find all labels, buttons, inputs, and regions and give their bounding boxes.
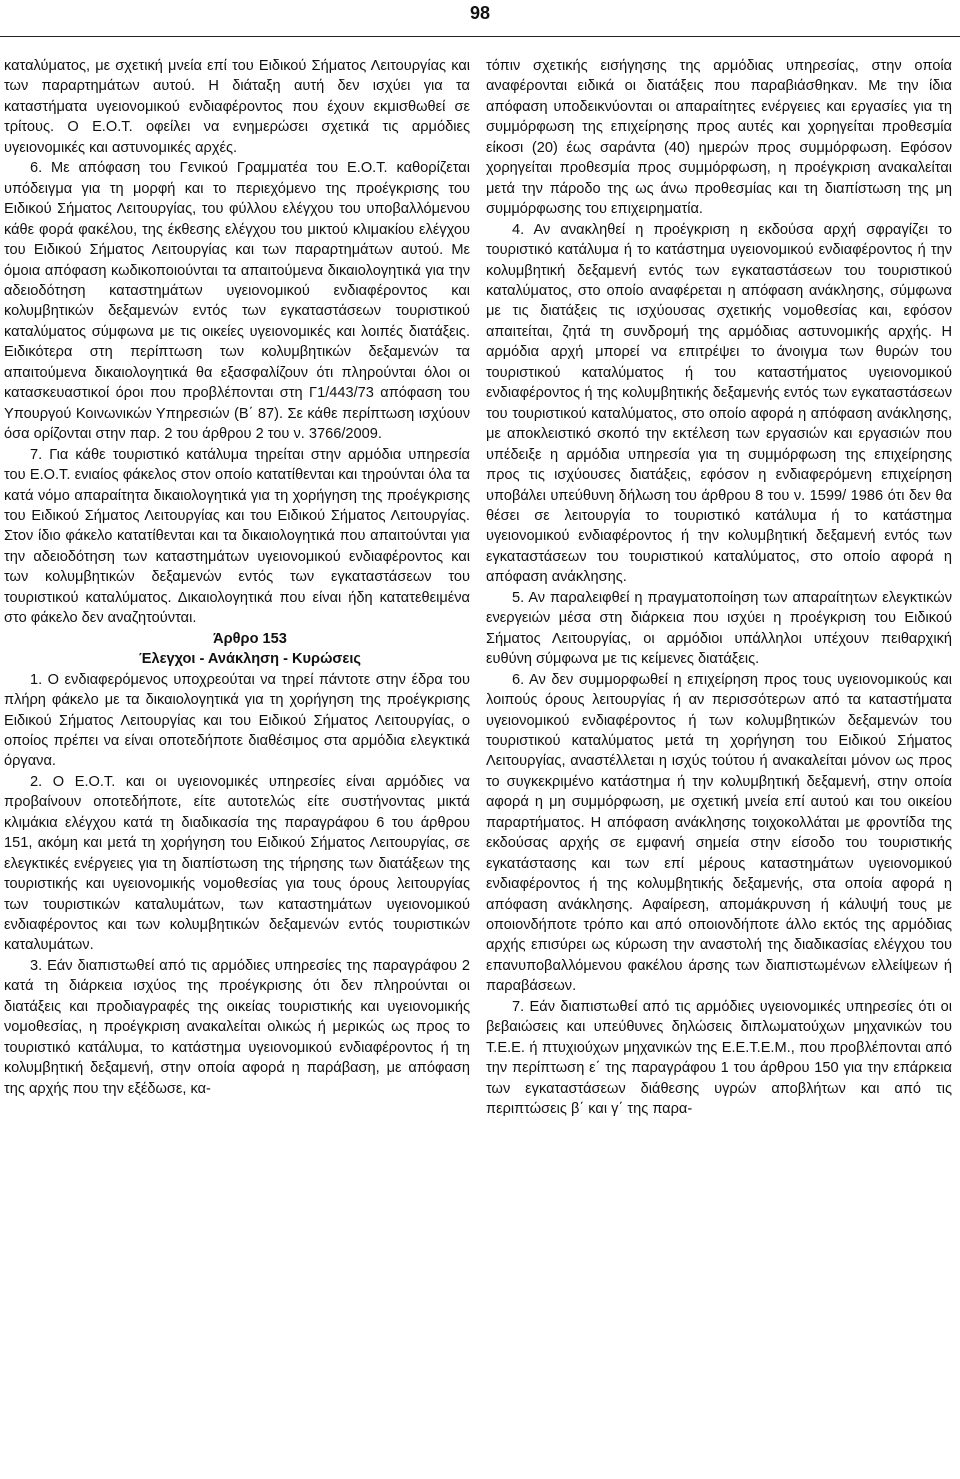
article-title: Έλεγχοι - Ανάκληση - Κυρώσεις: [139, 651, 361, 668]
paragraph-6: 6. Με απόφαση του Γενικού Γραμματέα του Ε.Ο.Τ. καθορίζεται υπόδειγμα για τη μορφή και το περιεχόμενο της προέγκρισης του Ειδικού Σήματος Λειτουργίας, του φύλλου ελέγχου του υποβαλλόμενου κάθε φορά φακέλου, της έκθεσης ελέγχου του μικτού κλιμακίου ελέγχου του Ειδικού Σήματος Λειτουργίας και των παραρτημάτων αυτού. Με όμοια απόφαση κωδικοποιούνται τα απαιτούμενα δικαιολογητικά για την αδειοδότηση καταστημάτων υγειονομικού ενδιαφέροντος και κολυμβητικών δεξαμενών εντός των εγκαταστάσεων τουριστικού καταλύματος σύμφωνα με τις οικείες υγειονομικές και λοιπές διατάξεις. Ειδικότερα στη περίπτωση των κολυμβητικών δεξαμενών τα απαιτούμενα δικαιολογητικά θα εξασφαλίζουν ότι πληρούνται όλοι οι κατασκευαστικοί όροι που προβλέπονται στη Γ1/443/73 απόφαση του Υπουργού Κοινωνικών Υπηρεσιών (Β΄ 87). Σε κάθε περίπτωση ισχύουν όσα ορίζονται στην παρ. 2 του άρθρου 2 του ν. 3766/2009.: [4, 160, 470, 443]
left-column: [4, 56, 470, 1099]
right-column: [486, 56, 952, 1120]
article-paragraph-2: 2. Ο Ε.Ο.Τ. και οι υγειονομικές υπηρεσίες είναι αρμόδιες να προβαίνουν οποτεδήποτε, είτε αυτοτελώς είτε συστήνοντας μικτά κλιμάκια ελέγχου κατά τη διαδικασία της παραγράφου 6 του άρθρου 151, ακόμη και μετά τη χορήγηση του Ειδικού Σήματος Λειτουργίας, σε ελεγκτικές ενέργειες για τη διαπίστωση της τήρησης των διατάξεων της τουριστικής και υγειονομικής νομοθεσίας για τους όρους λειτουργίας των τουριστικών καταλυμάτων, των καταστημάτων υγειονομικού ενδιαφέροντος και των κολυμβητικών δεξαμενών εντός τουριστικών καταλυμάτων.: [4, 773, 470, 954]
header-rule: [0, 36, 960, 37]
continued-paragraph: τόπιν σχετικής εισήγησης της αρμόδιας υπηρεσίας, στην οποία αναφέρονται ειδικά οι διατάξεις που παραβιάσθηκαν. Με την ίδια απόφαση υποδεικνύονται οι απαραίτητες ενέργειες και εργασίες για τη συμμόρφωση της επιχείρησης προς αυτές και χορηγείται προθεσμία είκοσι (20) έως σαράντα (40) ημερών προς συμμόρφωση. Εφόσον χορηγείται προθεσμία προς συμμόρφωση, η προέγκριση ανακαλείται μετά την πάροδο της ως άνω προθεσμίας και τη διαπίστωση της μη συμμόρφωσης του επιχειρηματία.: [486, 58, 952, 218]
article-paragraph-1: 1. Ο ενδιαφερόμενος υποχρεούται να τηρεί πάντοτε στην έδρα του πλήρη φάκελο με τα δικαιολογητικά για τη χορήγηση της προέγκρισης Ειδικού Σήματος Λειτουργίας και του Ειδικού Σήματος Λειτουργίας, ο οποίος πρέπει να είναι οποτεδήποτε διαθέσιμος στα αρμόδια ελεγκτικά όργανα.: [4, 671, 470, 770]
article-paragraph-3: 3. Εάν διαπιστωθεί από τις αρμόδιες υπηρεσίες της παραγράφου 2 κατά τη διάρκεια ισχύος της προέγκρισης ότι δεν πληρούνται οι διατάξεις και προδιαγραφές της οικείας τουριστικής και υγειονομικής νομοθεσίας, η προέγκριση ανακαλείται ολικώς ή μερικώς ως προς το τουριστικό κατάλυμα, το κατάστημα υγειονομικού ενδιαφέροντος ή τη κολυμβητική δεξαμενή, στην οποία αφορά η παράβαση, με απόφαση της αρχής που την εξέδωσε, κα-: [4, 957, 470, 1097]
continued-paragraph: καταλύματος, με σχετική μνεία επί του Ειδικού Σήματος Λειτουργίας και των παραρτημάτων αυτού. Η διάταξη αυτή δεν ισχύει για τα καταστήματα υγειονομικού ενδιαφέροντος που έχουν εκμισθωθεί σε τρίτους. Ο Ε.Ο.Τ. οφείλει να ενημερώσει σχετικά τις αρμόδιες υγειονομικές και αστυνομικές αρχές.: [4, 58, 470, 156]
page-number: 98: [469, 3, 491, 23]
article-paragraph-4: 4. Αν ανακληθεί η προέγκριση η εκδούσα αρχή σφραγίζει το τουριστικό κατάλυμα ή το κατάστημα υγειονομικού ενδιαφέροντος ή την κολυμβητική δεξαμενή εντός των εγκαταστάσεων του τουριστικού καταλύματος, στο οποίο αναφέρεται η απόφαση ανάκλησης, σύμφωνα με τις διατάξεις τις ισχύουσας σχετικής νομοθεσίας και, εφόσον απαιτείται, ζητά τη συνδρομή της αρμόδιας αστυνομικής αρχής. Η αρμόδια αρχή μπορεί να επιτρέψει το άνοιγμα των θυρών του τουριστικού καταλύματος ή του καταστήματος υγειονομικού ενδιαφέροντος ή της κολυμβητικής δεξαμενής εντός των εγκαταστάσεων του τουριστικού καταλύματος, στο οποίο αφορά η απόφαση ανάκλησης, με αποκλειστικό σκοπό την εκτέλεση των εργασιών και εργασιών που υπέδειξε η αρμόδια υπηρεσία για τη συμμόρφωση της επιχείρησης προς τις ισχύουσες διατάξεις, εφόσον η ενδιαφερόμενη επιχείρηση υποβάλει υπεύθυνη δήλωση του άρθρου 8 του ν. 1599/ 1986 ότι δεν θα θέσει σε λειτουργία το τουριστικό κατάλυμα ή το κατάστημα υγειονομικού ενδιαφέροντος ή την κολυμβητική δεξαμενή εντός των εγκαταστάσεων του τουριστικού καταλύματος, στο οποίο αφορά η απόφαση ανάκλησης.: [486, 221, 952, 586]
article-paragraph-7: 7. Εάν διαπιστωθεί από τις αρμόδιες υγειονομικές υπηρεσίες ότι οι βεβαιώσεις και υπεύθυνες δηλώσεις διπλωματούχων μηχανικών του Τ.Ε.Ε. ή πτυχιούχων μηχανικών της Ε.Ε.Τ.Ε.Μ., που προβλέπονται από την περίπτωση ε΄ της παραγράφου 1 του άρθρου 150 για την επάρκεια των εγκαταστάσεων διάθεσης υγρών αποβλήτων και από τις περιπτώσεις β΄ και γ΄ της παρα-: [486, 998, 952, 1118]
article-heading: Άρθρο 153: [213, 630, 287, 647]
article-paragraph-5: 5. Αν παραλειφθεί η πραγματοποίηση των απαραίτητων ελεγκτικών ενεργειών μέσα στη διάρκεια που ισχύει η προέγκριση του Ειδικού Σήματος Λειτουργίας, οι αρμόδιοι υπάλληλοι υπέχουν πειθαρχική ευθύνη σύμφωνα με τις κείμενες διατάξεις.: [486, 589, 952, 668]
article-paragraph-6: 6. Αν δεν συμμορφωθεί η επιχείρηση προς τους υγειονομικούς και λοιπούς όρους λειτουργίας ή αν περισσότερων από τα καταστήματα υγειονομικού ενδιαφέροντος ή των κολυμβητικών δεξαμενών του τουριστικού καταλύματος μετά τη χορήγηση του Ειδικού Σήματος Λειτουργίας, αναστέλλεται η ισχύς τούτου ή ανακαλείται μόνον ως προς το συγκεκριμένο κατάστημα ή την κολυμβητική δεξαμενή, στην οποία αφορά η μη συμμόρφωση, με σχετική μνεία επί αυτού και του οικείου παραρτήματος. Η απόφαση ανάκλησης τοιχοκολλάται με φροντίδα της εκδούσας αρχής σε εμφανή σημεία στην είσοδο του τουριστικής εγκατάστασης και των επί μέρους καταστημάτων υγειονομικού ενδιαφέροντος ή της κολυμβητικής δεξαμενής, στα οποία αφορά η απόφαση ανάκλησης. Αφαίρεση, απομάκρυνση ή κάλυψή τους με οποιονδήποτε τρόπο και από οποιονδήποτε άλλο εκτός της αρμόδιας αρχής επισύρει ως κύρωση την αναστολή της διαδικασίας ελέγχου του επανυποβαλλόμενου φακέλου άρσης των διαπιστωμένων ελλείψεων ή παραβάσεων.: [486, 671, 952, 995]
paragraph-7: 7. Για κάθε τουριστικό κατάλυμα τηρείται στην αρμόδια υπηρεσία του Ε.Ο.Τ. ενιαίος φάκελος στον οποίο κατατίθενται και τηρούνται όλα τα κατά νόμο απαραίτητα δικαιολογητικά για τη χορήγηση της προέγκρισης του Ειδικού Σήματος Λειτουργίας και του Ειδικού Σήματος Λειτουργίας. Στον ίδιο φάκελο κατατίθενται και τα δικαιολογητικά που απαιτούνται για την αδειοδότηση των καταστημάτων υγειονομικού ενδιαφέροντος και των κολυμβητικών δεξαμενών εντός των εγκαταστάσεων του τουριστικού καταλύματος. Δικαιολογητικά που είναι ήδη κατατεθειμένα στο φάκελο δεν αναζητούνται.: [4, 446, 470, 627]
